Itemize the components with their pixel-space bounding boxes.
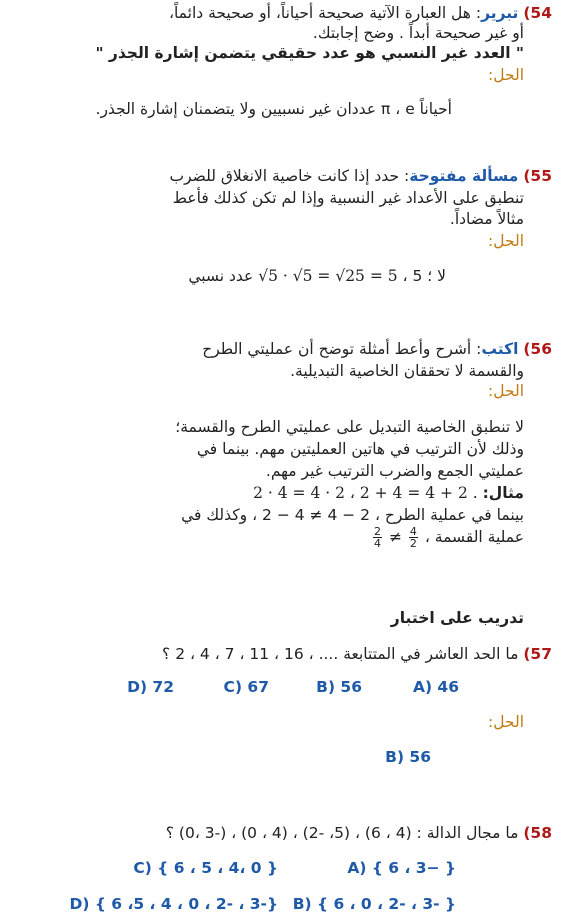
q58-option-b-label: { -3 ، -2 ، 0 ، 6 } (B [292,895,456,913]
q58-number: 58) [523,824,552,842]
q54-answer: أحياناً π ، e عددان غير نسبيين ولا يتضمنان إشارة الجذر. [95,100,452,118]
q56-frac-b-num: 4 [409,525,417,538]
q56-example-math: 2 · 4 = 4 · 2 ، 2 + 4 = 4 + 2 . [253,484,478,502]
q57-option-b-label: 56 (B [316,678,362,696]
q54-text2: أو غير صحيحة أبداً . وضح إجابتك. [312,24,524,42]
q56-answer-6 [12,526,524,549]
q55-answer-math: √5 · √5 = √25 = 5 [258,267,398,285]
q56-example-label: مثال: [482,484,524,502]
q56-frac-a-den: 4 [374,537,382,550]
q56-line1 [12,338,552,360]
q58-option-d-label: {-3 ، -2 ، 0 ، 4 ، 5، 6 } (D [69,895,278,913]
q56-fraction-b [409,526,418,549]
q55-keyword: مسألة مفتوحة [409,167,519,185]
q58-option-a-label: { −3 ، 6 } (A [347,859,456,877]
q57-answer-label: 56 (B [385,748,431,766]
q55-answer [12,265,446,287]
q54-keyword: تبرير [481,4,519,22]
q56-frac-b-den: 2 [409,537,417,550]
q55-text1: : حدد إذا كانت خاصية الانغلاق للضرب [169,167,410,185]
q56-answer-3: عمليتي الجمع والضرب الترتيب غير مهم. [265,462,524,480]
q56-answer-6-text: عملية القسمة ، [424,528,524,546]
q57-option-a-label: 46 (A [412,678,459,696]
q54-line1 [12,2,552,24]
q57-option-d-label: 72 (D [127,678,174,696]
q56-answer-2: وذلك لأن الترتيب في هاتين العمليتين مهم. بينما في [196,440,524,458]
q55-answer-no: لا ؛ [427,267,446,285]
q58-option-a[interactable] [347,857,456,879]
q54-solution-label: الحل: [488,66,524,84]
q57-answer [385,746,431,768]
q54-number: 54) [523,4,552,22]
q56-answer-1: لا تنطبق الخاصية التبديل على عمليتي الطرح والقسمة؛ [175,418,524,436]
q55-answer-tail: ، 5 عدد نسبي [188,267,423,285]
q57-option-a[interactable] [413,676,459,698]
q56-neq: ≠ [388,528,402,546]
q55-solution-label: الحل: [488,232,524,250]
q57-number: 57) [523,645,552,663]
q56-number: 56) [523,340,552,358]
q56-answer-5: بينما في عملية الطرح ، 2 − 4 ≠ 4 − 2 ، وكذلك في [181,506,524,524]
q56-text2: والقسمة لا تحققان الخاصية التبديلية. [290,362,524,380]
q56-fraction-a [373,526,382,549]
q57-option-c[interactable] [224,676,269,698]
q58-option-c[interactable] [133,857,278,879]
q55-text2: تنطبق على الأعداد غير النسبية وإذا لم تكن كذلك فأعط [172,189,524,207]
q58-option-d[interactable] [69,893,278,915]
q56-solution-label: الحل: [488,382,524,400]
q55-number: 55) [523,167,552,185]
q56-text1: : أشرح وأعط أمثلة توضح أن عمليتي الطرح [202,340,482,358]
q57-line [12,643,552,665]
q54-text1: : هل العبارة الآتية صحيحة أحياناً، أو صحيحة دائماً، [168,4,482,22]
q57-option-c-label: 67 (C [223,678,269,696]
q54-statement: " العدد غير النسبي هو عدد حقيقي يتضمن إشارة الجذر " [95,44,524,62]
q55-line1 [12,165,552,187]
q57-text: ما الحد العاشر في المتتابعة .... ، 16 ، 11 ، 7 ، 4 ، 2 ؟ [162,645,519,663]
q56-keyword: اكتب [481,340,519,358]
q58-option-c-label: { 0 ،4 ، 5 ، 6 } (C [133,859,278,877]
q56-frac-a-num: 2 [374,525,382,538]
q58-text: ما مجال الدالة : (4 ، 6) ، (5، -2) ، (4 ، 0) ، (-3 ،0) ؟ [165,824,519,842]
q58-line [12,822,552,844]
q58-option-b[interactable] [293,893,456,915]
q56-example [12,482,524,504]
q57-option-b[interactable] [316,676,362,698]
section-title: تدريب على اختبار [390,609,524,627]
q55-text3: مثالاً مضاداً. [449,210,524,228]
q57-solution-label: الحل: [488,713,524,731]
q57-option-d[interactable] [127,676,174,698]
